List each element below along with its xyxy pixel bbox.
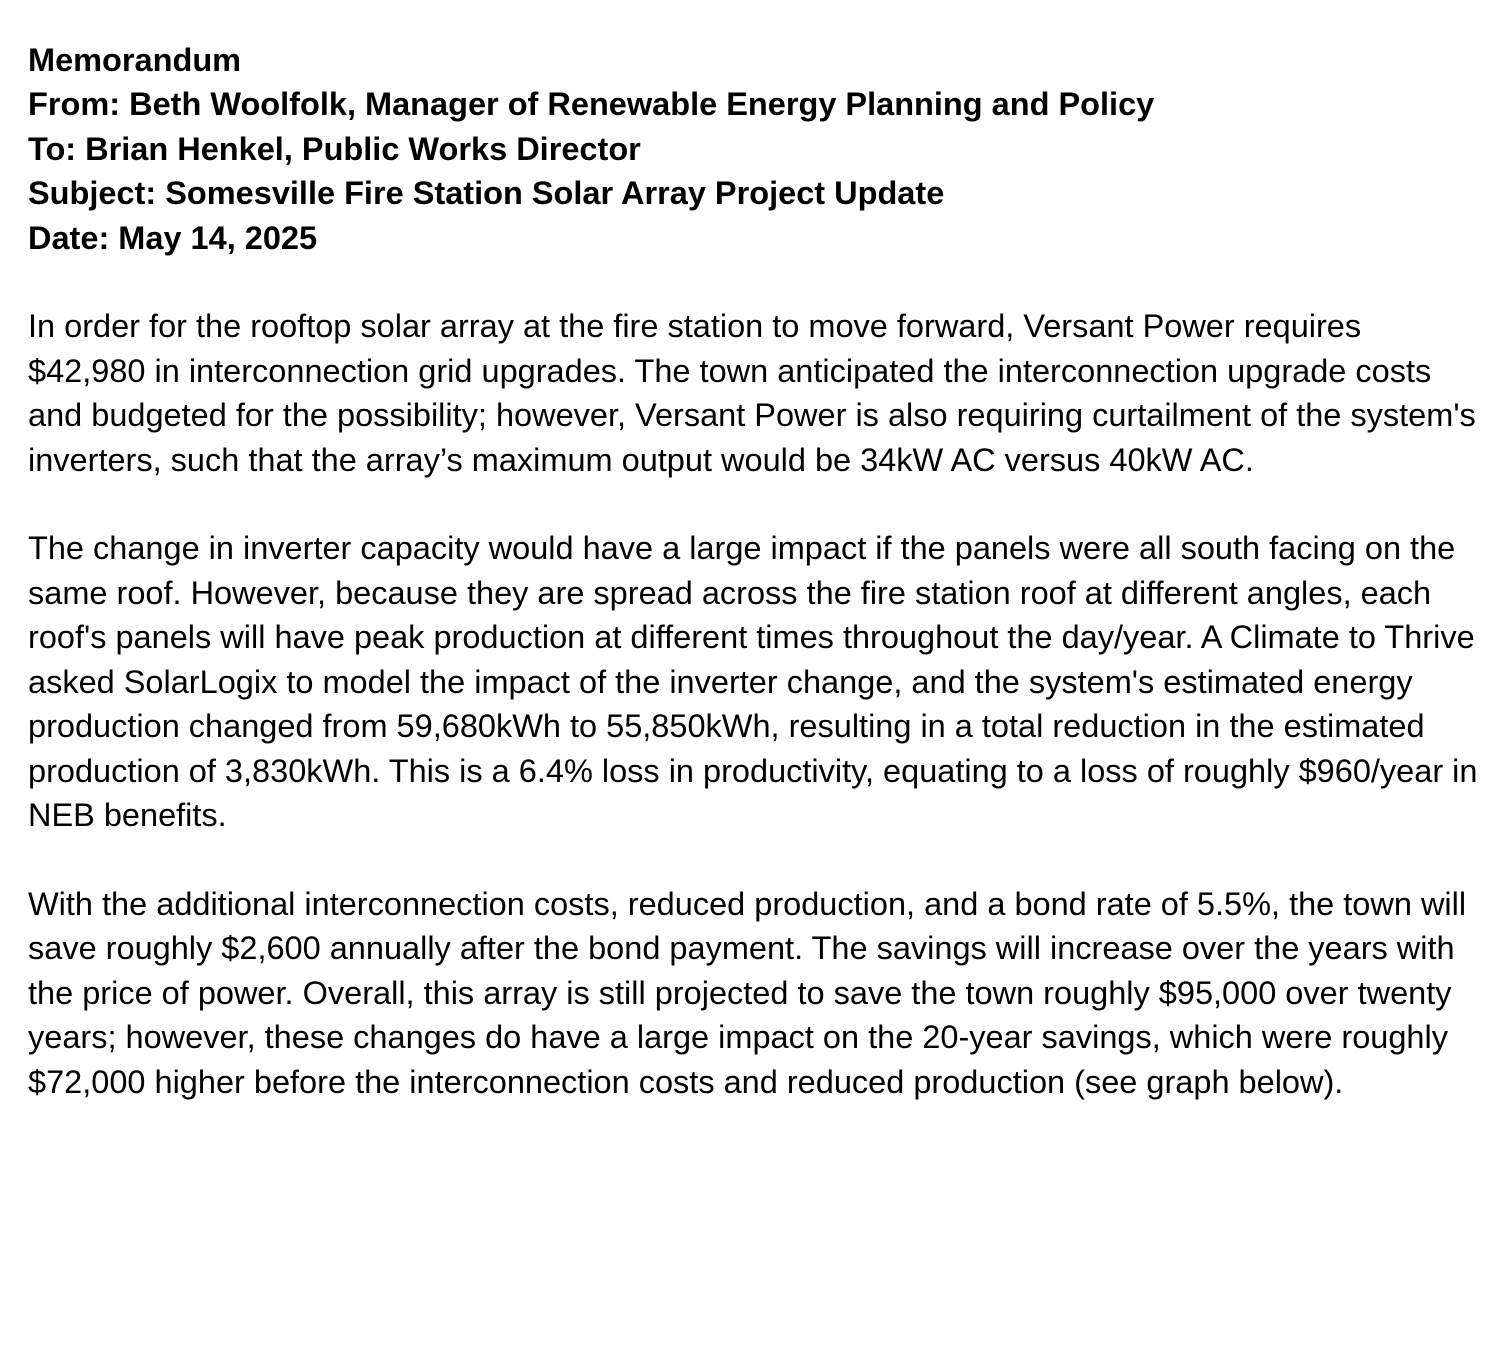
memo-to-line: To: Brian Henkel, Public Works Director	[28, 130, 641, 167]
memo-subject-line: Subject: Somesville Fire Station Solar Array Project Update	[28, 175, 945, 212]
body-paragraph-inverter-impact: The change in inverter capacity would have a large impact if the panels were all south facing on the same roof. However, because they are spread across the fire station roof at different angles, each roof's panels will have peak production at different times throughout the day/year. A Climate to Thrive asked SolarLogix to model the impact of the inverter change, and the system's estimated energy production changed from 59,680kWh to 55,850kWh, resulting in a total reduction in the estimated production of 3,830kWh. This is a 6.4% loss in productivity, equating to a loss of roughly $960/year in NEB benefits.	[28, 530, 1478, 834]
memo-header	[28, 38, 1478, 260]
memo-from-line: From: Beth Woolfolk, Manager of Renewable Energy Planning and Policy	[28, 86, 1155, 123]
memo-title: Memorandum	[28, 42, 242, 78]
memo-date-line: Date: May 14, 2025	[28, 219, 318, 256]
memorandum-document	[28, 38, 1478, 1104]
body-paragraph-savings: With the additional interconnection costs, reduced production, and a bond rate of 5.5%, the town will save roughly $2,600 annually after the bond payment. The savings will increase over the years with the price of power. Overall, this array is still projected to save the town roughly $95,000 over twenty years; however, these changes do have a large impact on the 20-year savings, which were roughly $72,000 higher before the interconnection costs and reduced production (see graph below).	[28, 885, 1467, 1100]
body-paragraph-interconnection: In order for the rooftop solar array at the fire station to move forward, Versant Power requires $42,980 in interconnection grid upgrades. The town anticipated the interconnection upgrade costs and budgeted for the possibility; however, Versant Power is also requiring curtailment of the system's inverters, such that the array’s maximum output would be 34kW AC versus 40kW AC.	[28, 308, 1476, 478]
